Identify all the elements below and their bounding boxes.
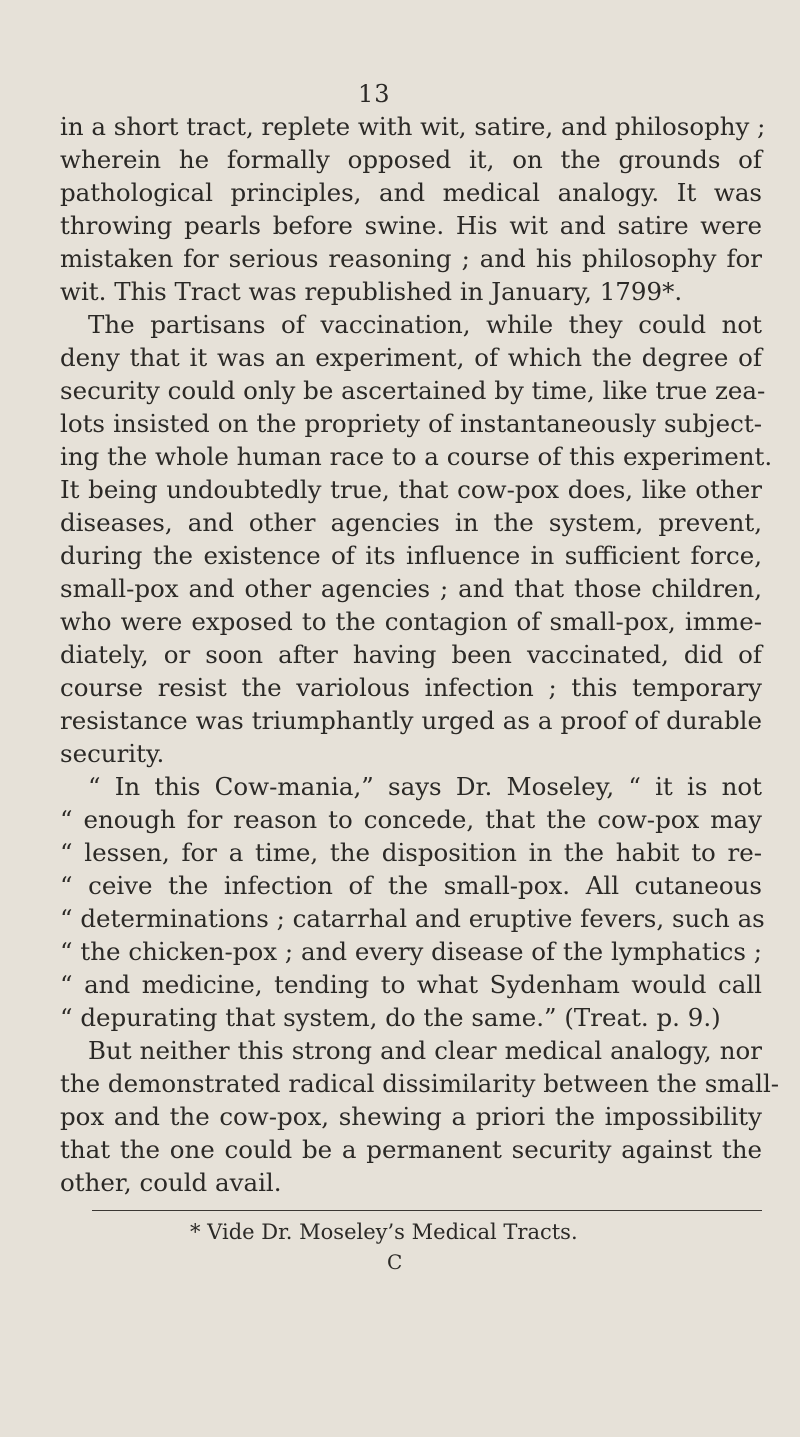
text-line-15: small-pox and other agencies ; and that those children, (60, 574, 762, 603)
text-line-6: wit. This Tract was republished in January, 1799*. (60, 277, 683, 306)
text-line-1: in a short tract, replete with wit, satire, and philosophy ; (60, 112, 766, 141)
text-line-26: “ the chicken-pox ; and every disease of the lymphatics ; (60, 937, 762, 966)
text-line-18: course resist the variolous infection ; this temporary (60, 673, 762, 702)
text-line-13: diseases, and other agencies in the system, prevent, (60, 508, 762, 537)
page-number: 13 (358, 80, 391, 108)
text-line-8: deny that it was an experiment, of which the degree of (60, 343, 762, 372)
text-line-31: pox and the cow-pox, shewing a priori the impossibility (60, 1102, 762, 1131)
footnote: * Vide Dr. Moseley’s Medical Tracts. (190, 1220, 578, 1244)
text-line-30: the demonstrated radical dissimilarity between the small- (60, 1069, 780, 1098)
text-line-9: security could only be ascertained by time, like true zea- (60, 376, 766, 405)
text-line-2: wherein he formally opposed it, on the grounds of (60, 145, 762, 174)
text-line-17: diately, or soon after having been vaccinated, did of (60, 640, 762, 669)
text-line-16: who were exposed to the contagion of small-pox, imme- (60, 607, 762, 636)
text-line-22: “ enough for reason to concede, that the cow-pox may (60, 805, 762, 834)
text-line-24: “ ceive the infection of the small-pox. All cutaneous (60, 871, 762, 900)
text-line-27: “ and medicine, tending to what Sydenham would call (60, 970, 762, 999)
text-line-32: that the one could be a permanent security against the (60, 1135, 762, 1164)
text-line-12: It being undoubtedly true, that cow-pox does, like other (60, 475, 762, 504)
footnote-rule (92, 1210, 762, 1211)
text-line-4: throwing pearls before swine. His wit and satire were (60, 211, 762, 240)
text-line-25: “ determinations ; catarrhal and eruptive fevers, such as (60, 904, 765, 933)
text-line-3: pathological principles, and medical analogy. It was (60, 178, 762, 207)
text-line-10: lots insisted on the propriety of instantaneously subject- (60, 409, 762, 438)
text-line-11: ing the whole human race to a course of this experiment. (60, 442, 773, 471)
text-line-29: But neither this strong and clear medical analogy, nor (88, 1036, 762, 1065)
text-line-7: The partisans of vaccination, while they could not (88, 310, 762, 339)
text-line-23: “ lessen, for a time, the disposition in the habit to re- (60, 838, 762, 867)
text-line-5: mistaken for serious reasoning ; and his philosophy for (60, 244, 762, 273)
text-line-14: during the existence of its influence in sufficient force, (60, 541, 762, 570)
text-line-33: other, could avail. (60, 1168, 282, 1197)
text-line-28: “ depurating that system, do the same.” (Treat. p. 9.) (60, 1003, 721, 1032)
text-line-21: “ In this Cow-mania,” says Dr. Moseley, “ it is not (88, 772, 762, 801)
text-line-20: security. (60, 739, 165, 768)
text-line-19: resistance was triumphantly urged as a proof of durable (60, 706, 762, 735)
signature-mark: C (387, 1250, 403, 1274)
